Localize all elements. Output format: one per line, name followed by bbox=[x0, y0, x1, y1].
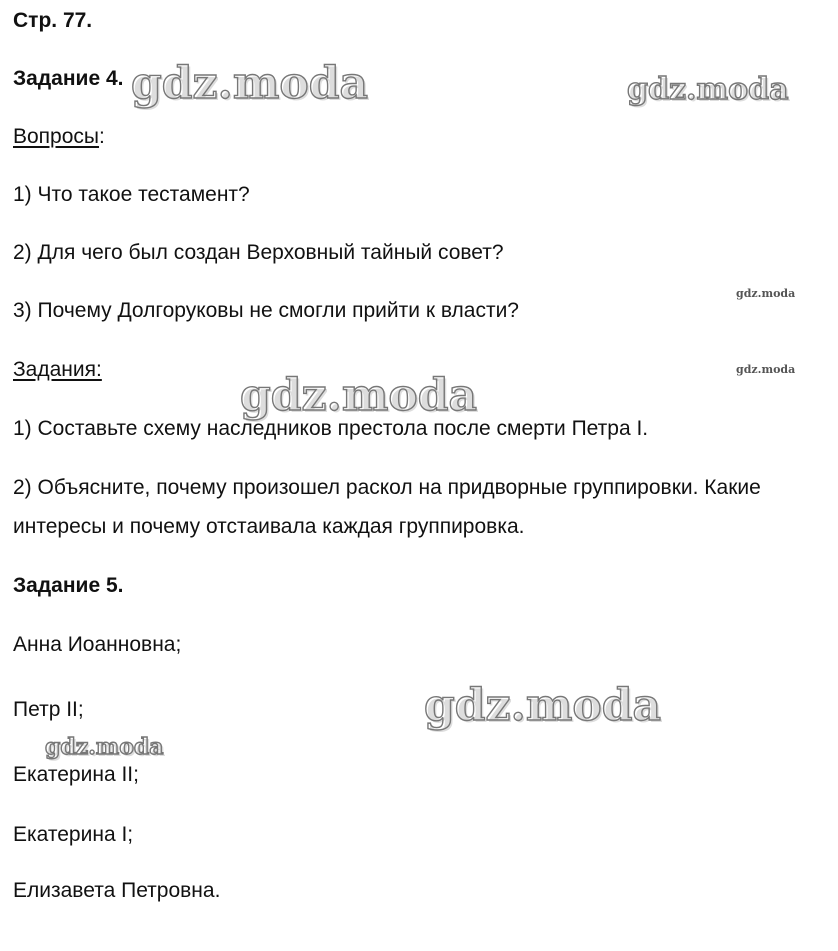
page-reference: Стр. 77. bbox=[13, 9, 93, 32]
question-2: 2) Для чего был создан Верховный тайный совет? bbox=[13, 241, 504, 264]
tasks-label: Задания: bbox=[13, 358, 102, 381]
tasks-label-line bbox=[13, 357, 102, 383]
watermark: gdz.moda bbox=[131, 58, 369, 109]
answer-5: Елизавета Петровна. bbox=[13, 879, 221, 902]
watermark: gdz.moda bbox=[736, 363, 796, 376]
task-item-2-continued: интересы и почему отстаивала каждая группировка. bbox=[13, 515, 525, 538]
question-1: 1) Что такое тестамент? bbox=[13, 183, 250, 206]
task-item-1: 1) Составьте схему наследников престола после смерти Петра I. bbox=[13, 417, 649, 440]
watermark: gdz.moda bbox=[627, 72, 789, 107]
watermark: gdz.moda bbox=[45, 734, 164, 760]
answer-2: Петр II; bbox=[13, 698, 84, 721]
question-3: 3) Почему Долгоруковы не смогли прийти к власти? bbox=[13, 299, 519, 322]
questions-label-line bbox=[13, 124, 105, 150]
answer-3: Екатерина II; bbox=[13, 763, 139, 786]
watermark: gdz.moda bbox=[240, 370, 478, 421]
answer-4: Екатерина I; bbox=[13, 823, 134, 846]
task-item-2: 2) Объясните, почему произошел раскол на придворные группировки. Какие bbox=[13, 476, 761, 499]
task-4-title: Задание 4. bbox=[13, 67, 124, 90]
questions-label: Вопросы bbox=[13, 125, 100, 148]
task-5-title: Задание 5. bbox=[13, 574, 124, 597]
watermark: gdz.moda bbox=[424, 680, 662, 731]
watermark: gdz.moda bbox=[736, 287, 796, 300]
answer-1: Анна Иоанновна; bbox=[13, 633, 182, 656]
questions-label-colon: : bbox=[99, 125, 105, 148]
